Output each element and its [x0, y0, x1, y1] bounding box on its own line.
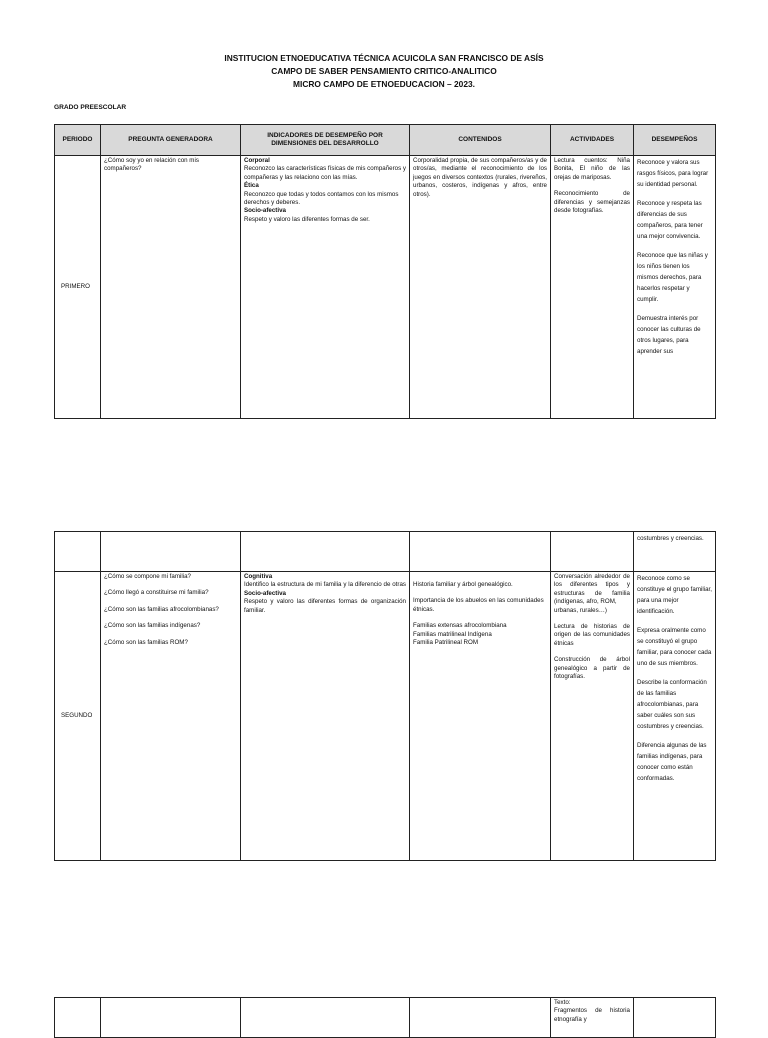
indicadores-cell: [241, 156, 410, 419]
pregunta-text: ¿Cómo son las familias afrocolombianas?: [104, 605, 219, 613]
actividad-text: Fragmentos de historia etnografía y: [554, 1007, 630, 1023]
contenido-text: Familias matrilineal Indígena: [413, 630, 492, 638]
dimension-title: Socio-afectiva: [244, 207, 286, 215]
contenidos-cell: [410, 998, 551, 1038]
actividades-cell: [551, 998, 634, 1038]
contenido-text: Familia Patrilineal ROM: [413, 639, 478, 647]
table-row: [55, 532, 716, 572]
contenido-text: Corporalidad propia, de sus compañeros/as y de otros/as, mediante el reconocimiento de los juegos en diversos contextos (rurales, rivereños, urbanos, costeros, indígenas y afros, entre otros).: [413, 157, 547, 198]
pregunta-cell: [101, 998, 241, 1038]
periodo-cell: [55, 998, 101, 1038]
contenido-text: Importancia de los abuelos en las comunidades étnicas.: [413, 597, 544, 613]
indicator-text: Reconozco que todas y todos contamos con los mismos derechos y deberes.: [244, 190, 399, 207]
col-desempenos: DESEMPEÑOS: [634, 125, 716, 156]
institution-title: INSTITUCION ETNOEDUCATIVA TÉCNICA ACUICOLA SAN FRANCISCO DE ASÍS: [224, 53, 544, 63]
pregunta-cell: [101, 532, 241, 572]
actividades-cell: [551, 572, 634, 861]
dimension-title: Corporal: [244, 157, 270, 164]
col-contenidos: CONTENIDOS: [410, 125, 551, 156]
contenido-text: Familias extensas afrocolombiana: [413, 622, 507, 630]
table-row: [55, 998, 716, 1038]
document-header: [0, 52, 768, 91]
dimension-title: Ética: [244, 182, 259, 190]
actividad-text: Texto:: [554, 999, 571, 1006]
desempenos-cell: [634, 572, 716, 861]
indicator-text: Reconozco las características físicas de mis compañeros y compañeras y las relaciono con las mías.: [244, 165, 406, 181]
desempenos-cell: [634, 156, 716, 419]
desempeno-text: Reconoce que las niñas y los niños tienen los mismos derechos, para hacerlos respetar y cumplir.: [637, 252, 708, 303]
pregunta-text: ¿Cómo son las familias ROM?: [104, 638, 188, 646]
micro-field-title: MICRO CAMPO DE ETNOEDUCACION – 2023.: [293, 79, 475, 89]
pregunta-text: ¿Cómo son las familias indígenas?: [104, 622, 201, 630]
pregunta-cell: [101, 572, 241, 861]
table-header-row: [55, 125, 716, 156]
actividad-text: urbanas, rurales…): [554, 606, 607, 614]
dimension-title: Cognitiva: [244, 573, 273, 580]
desempeno-text: Reconoce y respeta las diferencias de sus compañeros, para tener una mejor convivencia.: [637, 200, 703, 240]
indicadores-cell: [241, 998, 410, 1038]
periodo-cell: [55, 532, 101, 572]
desempeno-text: Describe la conformación de las familias afrocolombianas, para saber cuáles son sus costumbres y creencias.: [637, 679, 707, 730]
table-row: [55, 572, 716, 861]
grade-label: GRADO PREESCOLAR: [54, 104, 127, 111]
actividades-cell: [551, 156, 634, 419]
col-periodo: PERIODO: [55, 125, 101, 156]
pregunta-text: ¿Cómo llegó a constituirse mi familia?: [104, 589, 209, 597]
dimension-title: Socio-afectiva: [244, 589, 286, 597]
actividad-text: Lectura de historias de origen de las comunidades étnicas: [554, 623, 630, 647]
desempeno-text: Reconoce y valora sus rasgos físicos, para lograr su identidad personal.: [637, 159, 709, 188]
desempeno-text: Expresa oralmente como se constituyó el grupo familiar, para conocer cada uno de sus miembros.: [637, 627, 712, 667]
pregunta-text: ¿Cómo se compone mi familia?: [104, 573, 191, 580]
desempeno-text: Reconoce como se constituye el grupo familiar, para una mejor identificación.: [637, 575, 712, 615]
periodo-cell: SEGUNDO: [55, 572, 101, 861]
indicadores-cell: [241, 572, 410, 861]
indicator-text: Identifico la estructura de mi familia y la diferencio de otras: [244, 581, 406, 589]
col-pregunta: PREGUNTA GENERADORA: [101, 125, 241, 156]
contenidos-cell: [410, 572, 551, 861]
contenidos-cell: [410, 532, 551, 572]
actividad-text: Lectura cuentos: Niña Bonita, El niño de las orejas de mariposas.: [554, 157, 630, 181]
periodo-cell: PRIMERO: [55, 156, 101, 419]
pregunta-cell: [101, 156, 241, 419]
desempenos-cell: [634, 998, 716, 1038]
indicator-text: Respeto y valoro las diferentes formas de organización familiar.: [244, 598, 406, 614]
indicadores-cell: [241, 532, 410, 572]
table-row: [55, 156, 716, 419]
actividad-text: Reconocimiento de diferencias y semejanzas desde fotografías.: [554, 190, 630, 215]
indicator-text: Respeto y valoro las diferentes formas de ser.: [244, 215, 370, 223]
field-title: CAMPO DE SABER PENSAMIENTO CRITICO-ANALITICO: [271, 66, 497, 76]
contenidos-cell: [410, 156, 551, 419]
curriculum-table-third: [54, 997, 716, 1038]
actividad-text: Construcción de árbol genealógico a partir de fotografías.: [554, 656, 630, 681]
actividades-cell: [551, 532, 634, 572]
contenido-text: Historia familiar y árbol genealógico.: [413, 581, 513, 588]
desempeno-text: Diferencia algunas de las familias indígenas, para conocer como están conformadas.: [637, 742, 707, 782]
desempenos-cell: [634, 532, 716, 572]
indicator-text: [244, 581, 406, 598]
desempeno-text: Demuestra interés por conocer las culturas de otros lugares, para aprender sus: [637, 315, 701, 355]
pregunta-text: ¿Cómo soy yo en relación con mis compañeros?: [104, 157, 199, 173]
col-indicadores: INDICADORES DE DESEMPEÑO POR DIMENSIONES DEL DESARROLLO: [241, 125, 410, 156]
curriculum-table-first: [54, 124, 716, 419]
curriculum-table-second: [54, 531, 716, 861]
desempeno-text: costumbres y creencias.: [637, 535, 704, 542]
actividad-text: Conversación alrededor de los diferentes tipos y estructuras de familia (indígenas, afro, ROM,: [554, 573, 630, 606]
col-actividades: ACTIVIDADES: [551, 125, 634, 156]
